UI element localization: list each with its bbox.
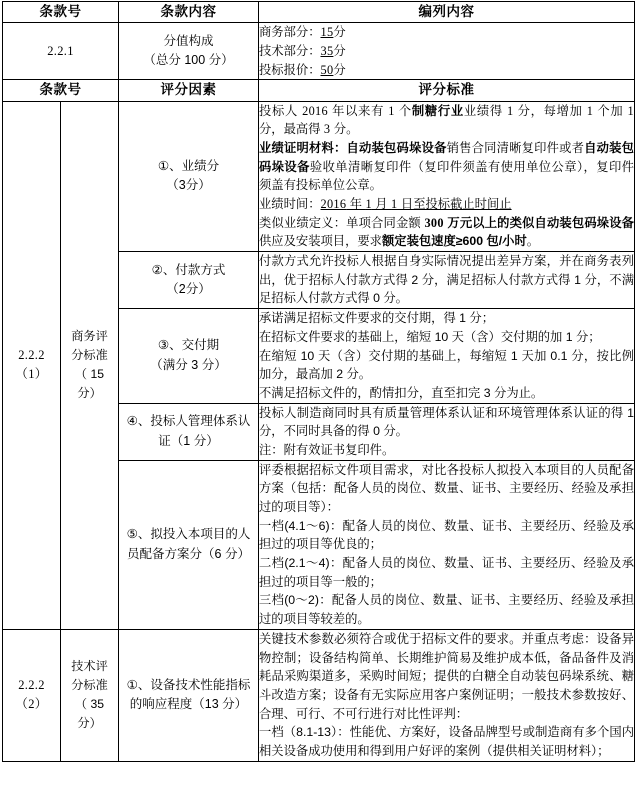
scoring-standard-delivery — [259, 309, 635, 403]
scoring-factor-delivery-l1: ③、交付期 — [157, 338, 220, 353]
delivery-para-3: 在缩短 10 天（含）交付期的基础上，每缩短 1 天加 0.1 分，按比例加分，最高加 2 分。 — [259, 348, 634, 382]
table-row-221 — [3, 23, 635, 80]
factor-name-business-l3: （ 15 — [74, 367, 105, 382]
scoring-factor-performance-l1: ①、业绩分 — [157, 158, 220, 173]
scoring-standard-staffing — [259, 460, 635, 629]
header2-scoring-standard: 评分标准 — [259, 80, 635, 101]
clause-no-222-1-line2: （1） — [15, 367, 48, 382]
score-value-business: 15 — [320, 25, 334, 40]
factor-name-business — [61, 101, 119, 629]
scoring-factor-delivery — [119, 309, 259, 403]
clause-no-222-2 — [3, 629, 61, 761]
factor-name-technical-l1: 技术评 — [71, 659, 108, 674]
scoring-factor-certification-l2: 证（1 分） — [158, 433, 219, 448]
scoring-factor-certification-l1: ④、投标人管理体系认 — [126, 414, 251, 429]
scoring-factor-payment-l2: （2分） — [166, 282, 211, 297]
scoring-standard-tech-response — [259, 629, 635, 761]
scoring-factor-tech-response-l2: 的响应程度（13 分） — [129, 697, 248, 712]
clause-no-222-1-line1: 2.2.2 — [18, 347, 45, 362]
certification-para-2: 注：附有效证书复印件。 — [259, 442, 395, 457]
performance-para-1: 投标人 2016 年以来有 1 个制糖行业业绩得 1 分，每增加 1 个加 1 分，最高得 3 分。 — [259, 103, 634, 137]
scoring-factor-payment — [119, 252, 259, 309]
scoring-factor-staffing-l2: 员配备方案分（6 分） — [127, 546, 250, 561]
scoring-standard-payment — [259, 252, 635, 309]
certification-para-1: 投标人制造商同时具有质量管理体系认证和环境管理体系认证的得 1 分，不同时具备的得 0 分。 — [259, 405, 634, 439]
scoring-factor-certification — [119, 403, 259, 460]
clause-no-222-2-line1: 2.2.2 — [18, 677, 45, 692]
delivery-para-4: 不满足招标文件的，酌情扣分，直至扣完 3 分为止。 — [259, 385, 544, 400]
factor-name-technical-l2: 分标准 — [71, 678, 108, 693]
staffing-para-3: 二档(2.1～4)：配备人员的岗位、数量、证书、主要经历、经验及承担过的项目等一般的； — [259, 556, 634, 589]
factor-name-technical-l3: （ 35 — [74, 697, 105, 712]
table-row-business-item-1 — [3, 101, 635, 252]
factor-name-technical-l4: 分） — [77, 716, 102, 731]
scoring-factor-staffing-l1: ⑤、拟投入本项目的人 — [126, 527, 251, 542]
factor-name-business-l2: 分标准 — [71, 348, 108, 363]
header-clause-content: 条款内容 — [119, 2, 259, 23]
factor-name-business-l1: 商务评 — [71, 329, 108, 344]
header2-scoring-factor: 评分因素 — [119, 80, 259, 101]
scoring-factor-performance — [119, 101, 259, 252]
clause-no-222-1 — [3, 101, 61, 629]
clause-content-221 — [119, 23, 259, 80]
staffing-para-2: 一档(4.1～6)：配备人员的岗位、数量、证书、主要经历、经验及承担过的项目等优良的； — [259, 518, 634, 552]
payment-para-1: 付款方式允许投标人根据自身实际情况提出差异方案，并在商务表列出，优于招标人付款方式得 2 分，满足招标人付款方式得 1 分，不满足招标人付款方式得 0 分。 — [259, 254, 634, 306]
bid-evaluation-table — [2, 1, 635, 762]
score-value-price: 50 — [320, 62, 334, 77]
scoring-standard-certification — [259, 403, 635, 460]
table-row-technical-item-1 — [3, 629, 635, 761]
performance-para-2: 业绩证明材料：自动装包码垛设备销售合同清晰复印件或者自动装包码垛设备验收单清晰复印件（复印件须盖有使用单位公章），复印件须盖有投标单位公章。 — [259, 140, 634, 193]
score-item-technical: 技术部分：35分 — [259, 43, 346, 58]
delivery-para-2: 在招标文件要求的基础上，缩短 10 天（含）交付期的加 1 分； — [259, 329, 601, 344]
header-compiled-content: 编列内容 — [259, 2, 635, 23]
factor-name-business-l4: 分） — [77, 386, 102, 401]
header2-clause-no: 条款号 — [3, 80, 119, 101]
clause-no-222-2-line2: （2） — [15, 697, 48, 712]
score-item-business: 商务部分：15分 — [259, 25, 346, 40]
scoring-factor-payment-l1: ②、付款方式 — [151, 262, 226, 277]
score-composition-total: （总分 100 分） — [143, 53, 234, 68]
table-header-row-1 — [3, 2, 635, 23]
factor-name-technical — [61, 629, 119, 761]
staffing-para-4: 三档(0～2)：配备人员的岗位、数量、证书、主要经历、经验及承担过的项目等较差的。 — [259, 593, 634, 627]
tech-para-1: 关键技术参数必须符合或优于招标文件的要求。并重点考虑：设备异物控制；设备结构简单、长期维护简易及维护成本低，备品备件及消耗品采购渠道多，采购时间短；提供的白糖全自动装包码垛系统、糖斗改造方案；设备有无实际应用客户案例证明；一般技术参数按好、合理、可行、不可行进行对比性评判： — [259, 631, 634, 721]
score-value-technical: 35 — [320, 43, 334, 58]
scoring-standard-performance — [259, 101, 635, 252]
performance-para-3: 业绩时间：2016 年 1 月 1 日至投标截止时间止 — [259, 197, 512, 211]
score-composition-title: 分值构成 — [163, 33, 214, 48]
tech-para-2: 一档（8.1-13）：性能优、方案好，设备品牌型号或制造商有多个国内相关设备成功使用和得到用户好评的案例（提供相关证明材料）； — [259, 725, 634, 758]
scoring-factor-tech-response — [119, 629, 259, 761]
staffing-para-1: 评委根据招标文件项目需求，对比各投标人拟投入本项目的人员配备方案（包括：配备人员的岗位、数量、证书、主要经历、经验及承担过的项目等）： — [259, 462, 634, 514]
clause-no-221: 2.2.1 — [3, 23, 119, 80]
delivery-para-1: 承诺满足招标文件要求的交付期，得 1 分； — [259, 311, 495, 326]
compiled-content-221 — [259, 23, 635, 80]
scoring-factor-delivery-l2: （满分 3 分） — [150, 357, 227, 372]
scoring-factor-performance-l2: （3分） — [166, 178, 211, 193]
performance-para-4: 类似业绩定义：单项合同金额 300 万元以上的类似自动装包码垛设备供应及安装项目，要求额定装包速度≥600 包/小时。 — [259, 215, 634, 249]
header-clause-no: 条款号 — [3, 2, 119, 23]
score-item-price: 投标报价：50分 — [259, 62, 346, 77]
scoring-factor-tech-response-l1: ①、设备技术性能指标 — [126, 677, 251, 692]
table-header-row-2 — [3, 80, 635, 101]
scoring-factor-staffing — [119, 460, 259, 629]
